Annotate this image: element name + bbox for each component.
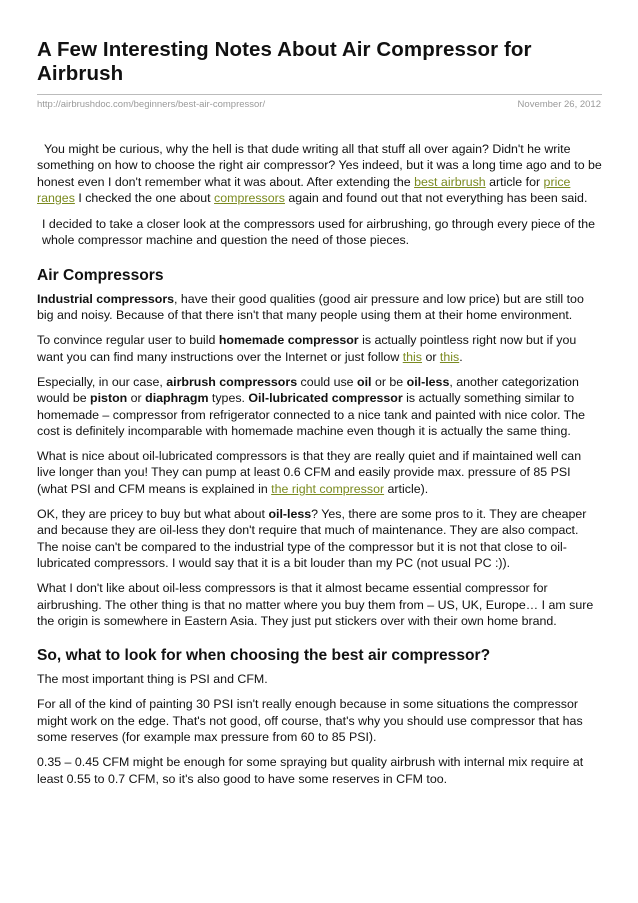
right-compressor-link[interactable]: the right compressor bbox=[271, 481, 385, 496]
source-url: http://airbrushdoc.com/beginners/best-air-compressor/ bbox=[37, 99, 266, 110]
paragraph-oil-less: OK, they are pricey to buy but what about oil-less? Yes, there are some pros to it. They are cheaper and because they are oil-less they don't require that much of maintenance. They are also compact. The noise can't be compared to the industrial type of the compressor but it is not that close to oil-lubricated compressors. I would say that it is a bit louder than my PC (not usual PC :)). bbox=[37, 507, 587, 570]
paragraph-industrial: Industrial compressors, have their good qualities (good air pressure and low price) but are still too big and noisy. Because of that there isn't that many people using them at their home environment. bbox=[37, 291, 584, 323]
intro-paragraph: You might be curious, why the hell is that dude writing all that stuff all over again? Didn't he write something on how to choose the right air compressor? Yes indeed, but it was a long time ago and to be honest even I don't remember what it was about. After extending the best airbrush article for price ranges I checked the one about compressors again and found out that not everything has been said. bbox=[37, 142, 602, 205]
price-ranges-link[interactable]: price ranges bbox=[37, 174, 571, 205]
paragraph-cfm: 0.35 – 0.45 CFM might be enough for some spraying but quality airbrush with internal mix require at least 0.55 to 0.7 CFM, so it's also good to have some reserves in CFM too. bbox=[37, 755, 584, 786]
paragraph-types: Especially, in our case, airbrush compressors could use oil or be oil-less, another categorization would be piston or diaphragm types. Oil-lubricated compressor is actually something similar to homemade – compressor from refrigerator connected to a nice tank and painted with nice color. The cost is definitely incomparable with homemade machine even though it is actually the same thing. bbox=[37, 374, 586, 438]
paragraph-psi: For all of the kind of painting 30 PSI isn't really enough because in some situations the compressor might work on the edge. That's not good, off course, that's why you should use compressor that has some reserves (for example max pressure from 60 to 85 PSI). bbox=[37, 697, 583, 745]
paragraph-dislike: What I don't like about oil-less compressors is that it almost became essential compressor for airbrushing. The other thing is that no matter where you buy them from – US, UK, Europe… I am sure the origin is somewhere in Eastern Asia. They just put stickers over with their own home brand. bbox=[37, 581, 594, 628]
page-title: A Few Interesting Notes About Air Compressor for Airbrush bbox=[37, 38, 532, 85]
this-link-2[interactable]: this bbox=[439, 349, 460, 364]
publish-date: November 26, 2012 bbox=[517, 99, 601, 110]
paragraph-homemade: To convince regular user to build homemade compressor is actually pointless right now but if you want you can find many instructions over the Internet or just follow this or this. bbox=[37, 333, 577, 364]
intro-paragraph-2: I decided to take a closer look at the compressors used for airbrushing, go through every piece of the whole compressor machine and question the need of those pieces. bbox=[42, 217, 596, 248]
section-heading-air-compressors: Air Compressors bbox=[37, 266, 164, 284]
article bbox=[37, 38, 602, 787]
compressors-link[interactable]: compressors bbox=[214, 190, 285, 205]
paragraph-psi-cfm: The most important thing is PSI and CFM. bbox=[37, 672, 268, 687]
paragraph-oil-lubricated: What is nice about oil-lubricated compressors is that they are really quiet and if maintained well can live longer than you! They can pump at least 0.6 CFM and easily provide max. pressure of 85 PSI (what PSI and CFM means is explained in the right compressor article). bbox=[37, 449, 582, 496]
this-link-1[interactable]: this bbox=[402, 349, 423, 364]
best-airbrush-link[interactable]: best airbrush bbox=[414, 174, 486, 189]
section-heading-choosing: So, what to look for when choosing the best air compressor? bbox=[37, 647, 491, 665]
meta-bar bbox=[37, 94, 602, 110]
